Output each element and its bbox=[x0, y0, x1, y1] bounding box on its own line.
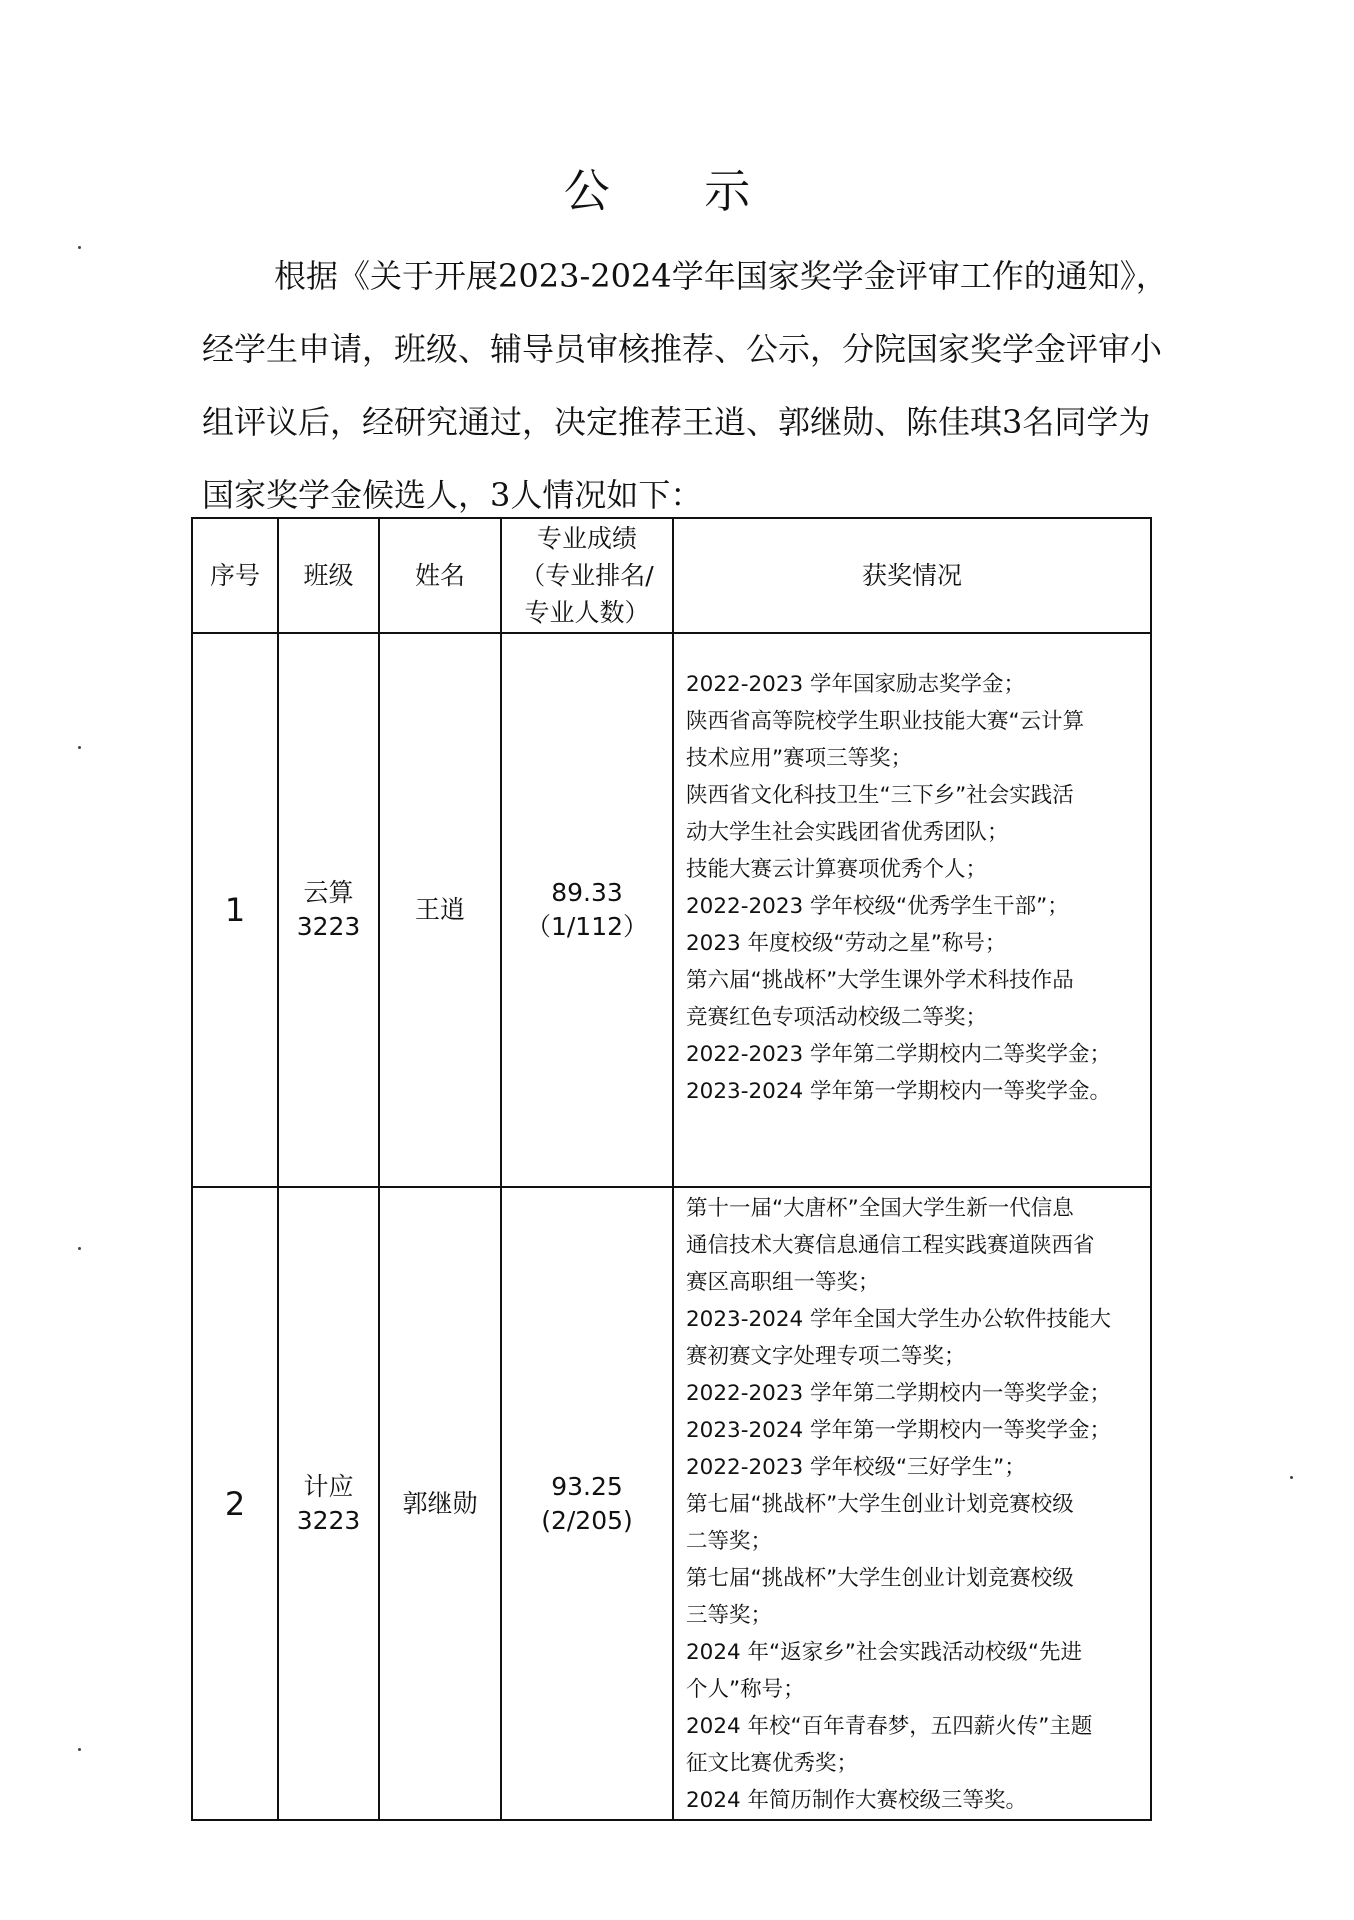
award-line: 技能大赛云计算赛项优秀个人； bbox=[686, 857, 988, 882]
award-line: 竞赛红色专项活动校级二等奖； bbox=[686, 1005, 988, 1030]
intro-line: 经学生申请，班级、辅导员审核推荐、公示，分院国家奖学金评审小 bbox=[202, 330, 1163, 368]
cell-score bbox=[501, 633, 673, 1187]
award-line: 2023 年度校级“劳动之星”称号； bbox=[686, 931, 1007, 956]
award-line: 通信技术大赛信息通信工程实践赛道陕西省 bbox=[686, 1233, 1095, 1258]
cell-rank-value: (2/205) bbox=[541, 1505, 633, 1535]
award-line: 第七届“挑战杯”大学生创业计划竞赛校级 bbox=[686, 1492, 1074, 1517]
award-line: 赛区高职组一等奖； bbox=[686, 1270, 880, 1295]
award-line: 2022-2023 学年校级“优秀学生干部”； bbox=[686, 894, 1069, 919]
award-line: 个人”称号； bbox=[686, 1677, 805, 1702]
award-line: 动大学生社会实践团省优秀团队； bbox=[686, 820, 1009, 845]
margin-dot bbox=[78, 746, 81, 749]
cell-class-line: 3223 bbox=[296, 1505, 361, 1535]
cell-class-line: 3223 bbox=[296, 912, 361, 941]
award-line: 三等奖； bbox=[686, 1603, 773, 1628]
award-line: 第十一届“大唐杯”全国大学生新一代信息 bbox=[686, 1196, 1074, 1221]
intro-paragraph bbox=[202, 240, 1167, 532]
award-line: 2024 年简历制作大赛校级三等奖。 bbox=[686, 1788, 1028, 1813]
margin-dot bbox=[78, 1748, 81, 1751]
cell-score-value: 89.33 bbox=[551, 878, 623, 907]
cell-score bbox=[501, 1187, 673, 1820]
award-line: 二等奖； bbox=[686, 1529, 773, 1554]
cell-score-value: 93.25 bbox=[551, 1471, 623, 1501]
award-line: 2023-2024 学年第一学期校内一等奖学金； bbox=[686, 1418, 1112, 1443]
award-line: 2022-2023 学年校级“三好学生”； bbox=[686, 1455, 1026, 1480]
table-header-row bbox=[192, 518, 1151, 633]
header-awards: 获奖情况 bbox=[673, 518, 1151, 633]
header-class: 班级 bbox=[278, 518, 379, 633]
award-line: 2022-2023 学年第二学期校内二等奖学金； bbox=[686, 1042, 1112, 1067]
page-title: 公 示 bbox=[563, 164, 791, 218]
margin-dot bbox=[78, 1247, 81, 1250]
intro-line: 国家奖学金候选人，3人情况如下： bbox=[202, 476, 703, 514]
award-line: 2023-2024 学年全国大学生办公软件技能大 bbox=[686, 1307, 1112, 1332]
award-line: 2024 年校“百年青春梦，五四薪火传”主题 bbox=[686, 1714, 1093, 1739]
header-name: 姓名 bbox=[379, 518, 501, 633]
header-score-line: 专业人数） bbox=[524, 598, 650, 627]
table-row bbox=[192, 633, 1151, 1187]
header-score-line: 专业成绩 bbox=[536, 524, 637, 553]
award-line: 赛初赛文字处理专项二等奖； bbox=[686, 1344, 966, 1369]
cell-class-line: 计应 bbox=[303, 1471, 354, 1501]
header-score-line: （专业排名/ bbox=[520, 561, 654, 590]
intro-line: 根据《关于开展2023-2024学年国家奖学金评审工作的通知》， bbox=[274, 257, 1168, 295]
table-row bbox=[192, 1187, 1151, 1820]
award-line: 2022-2023 学年国家励志奖学金； bbox=[686, 672, 1026, 697]
cell-class-line: 云算 bbox=[303, 878, 354, 907]
cell-name: 郭继勋 bbox=[379, 1187, 501, 1820]
cell-class bbox=[278, 633, 379, 1187]
cell-name: 王逍 bbox=[379, 633, 501, 1187]
award-line: 陕西省文化科技卫生“三下乡”社会实践活 bbox=[686, 783, 1074, 808]
award-line: 2024 年“返家乡”社会实践活动校级“先进 bbox=[686, 1640, 1082, 1665]
cell-class bbox=[278, 1187, 379, 1820]
cell-rank-value: （1/112） bbox=[525, 912, 649, 941]
candidate-table bbox=[191, 517, 1152, 1821]
award-line: 2023-2024 学年第一学期校内一等奖学金。 bbox=[686, 1079, 1112, 1104]
margin-dot bbox=[1290, 1476, 1293, 1479]
margin-dot bbox=[78, 246, 81, 249]
cell-seq: 1 bbox=[192, 633, 278, 1187]
award-line: 征文比赛优秀奖； bbox=[686, 1751, 859, 1776]
award-line: 第七届“挑战杯”大学生创业计划竞赛校级 bbox=[686, 1566, 1074, 1591]
award-line: 2022-2023 学年第二学期校内一等奖学金； bbox=[686, 1381, 1112, 1406]
cell-seq: 2 bbox=[192, 1187, 278, 1820]
award-line: 第六届“挑战杯”大学生课外学术科技作品 bbox=[686, 968, 1074, 993]
cell-awards bbox=[673, 633, 1151, 1187]
award-line: 陕西省高等院校学生职业技能大赛“云计算 bbox=[686, 709, 1085, 734]
intro-line: 组评议后，经研究通过，决定推荐王逍、郭继勋、陈佳琪3名同学为 bbox=[202, 403, 1151, 441]
header-score bbox=[501, 518, 673, 633]
header-seq: 序号 bbox=[192, 518, 278, 633]
award-line: 技术应用”赛项三等奖； bbox=[686, 746, 913, 771]
cell-awards bbox=[673, 1187, 1151, 1820]
